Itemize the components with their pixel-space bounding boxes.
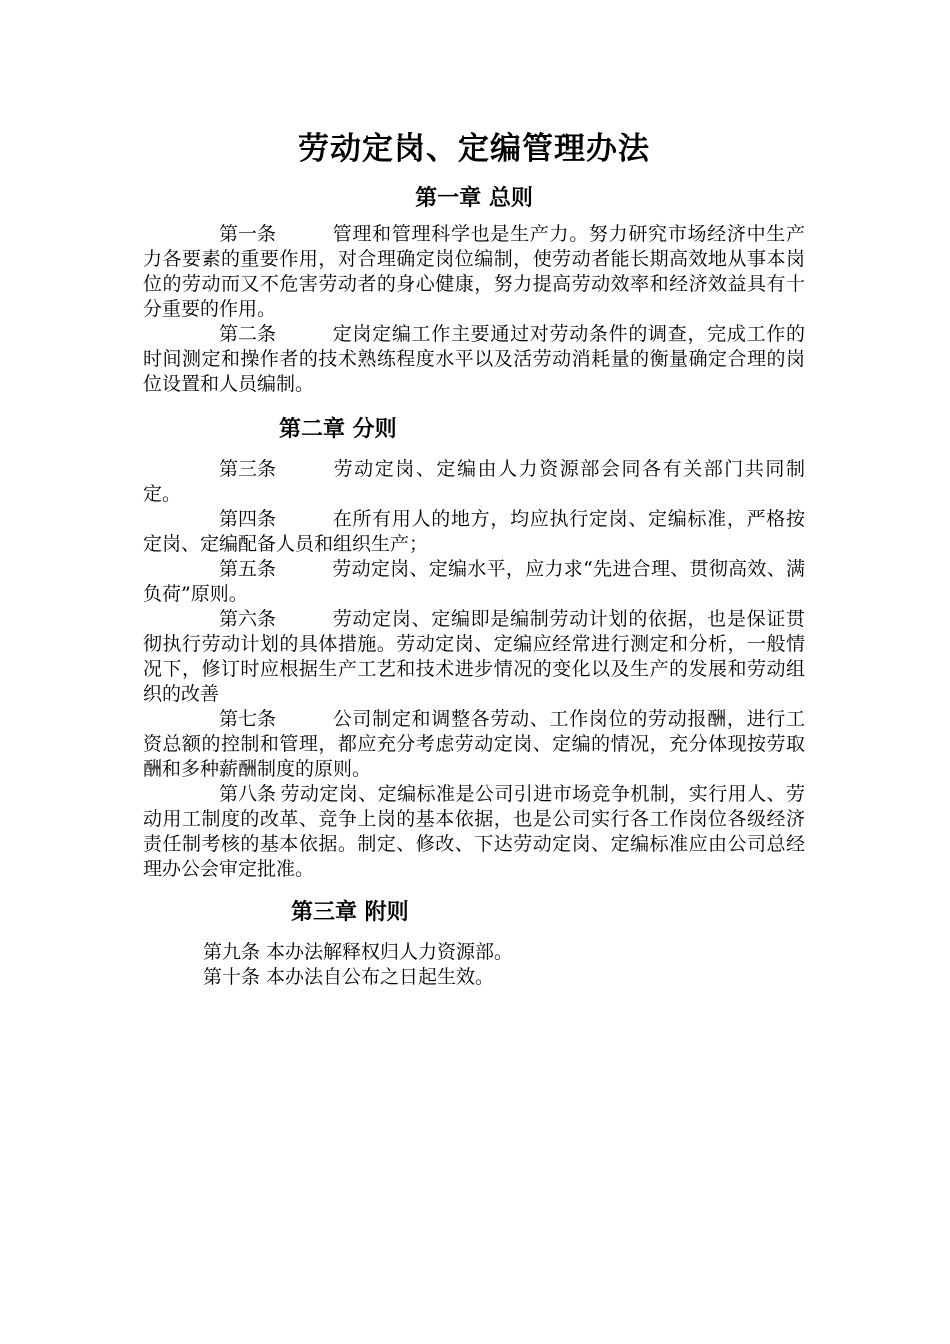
article-3-number: 第三条 [219,458,277,480]
article-9 [143,940,805,965]
article-8-text: 劳动定岗、定编标准是公司引进市场竞争机制，实行用人、劳动用工制度的改革、竞争上岗的基本依据，也是公司实行各工作岗位各级经济责任制考核的基本依据。制定、修改、下达劳动定岗、定编标准应由公司总经理办公会审定批准。 [143,783,805,880]
article-8 [143,782,805,882]
article-7-text: 公司制定和调整各劳动、工作岗位的劳动报酬，进行工资总额的控制和管理，都应充分考虑劳动定岗、定编的情况，充分体现按劳取酬和多种薪酬制度的原则。 [143,708,805,780]
article-9-number: 第九条 [203,941,261,963]
article-10 [143,965,805,990]
chapter-2-heading: 第二章 分则 [279,417,397,442]
article-6-text: 劳动定岗、定编即是编制劳动计划的依据，也是保证贯彻执行劳动计划的具体措施。劳动定岗、定编应经常进行测定和分析，一般情况下，修订时应根据生产工艺和技术进步情况的变化以及生产的发展和劳动组织的改善 [143,608,805,705]
article-8-number: 第八条 [219,783,277,805]
article-5-number: 第五条 [219,558,277,580]
article-2-text: 定岗定编工作主要通过对劳动条件的调查，完成工作的时间测定和操作者的技术熟练程度水平以及活劳动消耗量的衡量确定合理的岗位设置和人员编制。 [143,323,805,395]
article-7 [143,707,805,782]
article-2-number: 第二条 [219,323,277,345]
article-6 [143,607,805,707]
article-1 [143,222,805,322]
chapter-3-heading: 第三章 附则 [291,900,409,925]
article-9-text: 本办法解释权归人力资源部。 [266,941,514,963]
document-title: 劳动定岗、定编管理办法 [298,131,650,167]
article-2 [143,322,805,397]
article-7-number: 第七条 [219,708,277,730]
document-page [143,118,805,990]
article-3-text: 劳动定岗、定编由人力资源部会同各有关部门共同制定。 [143,458,805,505]
article-4-text: 在所有用人的地方，均应执行定岗、定编标准，严格按定岗、定编配备人员和组织生产； [143,508,805,555]
article-4 [143,507,805,557]
article-10-number: 第十条 [203,966,261,988]
article-5-text: 劳动定岗、定编水平，应力求“先进合理、贯彻高效、满负荷”原则。 [143,558,805,605]
article-10-text: 本办法自公布之日起生效。 [266,966,495,988]
article-6-number: 第六条 [219,608,277,630]
article-1-number: 第一条 [219,223,277,245]
article-3 [143,457,805,507]
article-5 [143,557,805,607]
article-1-text: 管理和管理科学也是生产力。努力研究市场经济中生产力各要素的重要作用，对合理确定岗位编制，使劳动者能长期高效地从事本岗位的劳动而又不危害劳动者的身心健康，努力提高劳动效率和经济效益具有十分重要的作用。 [143,223,805,320]
article-4-number: 第四条 [219,508,277,530]
chapter-1-heading: 第一章 总则 [415,186,533,211]
